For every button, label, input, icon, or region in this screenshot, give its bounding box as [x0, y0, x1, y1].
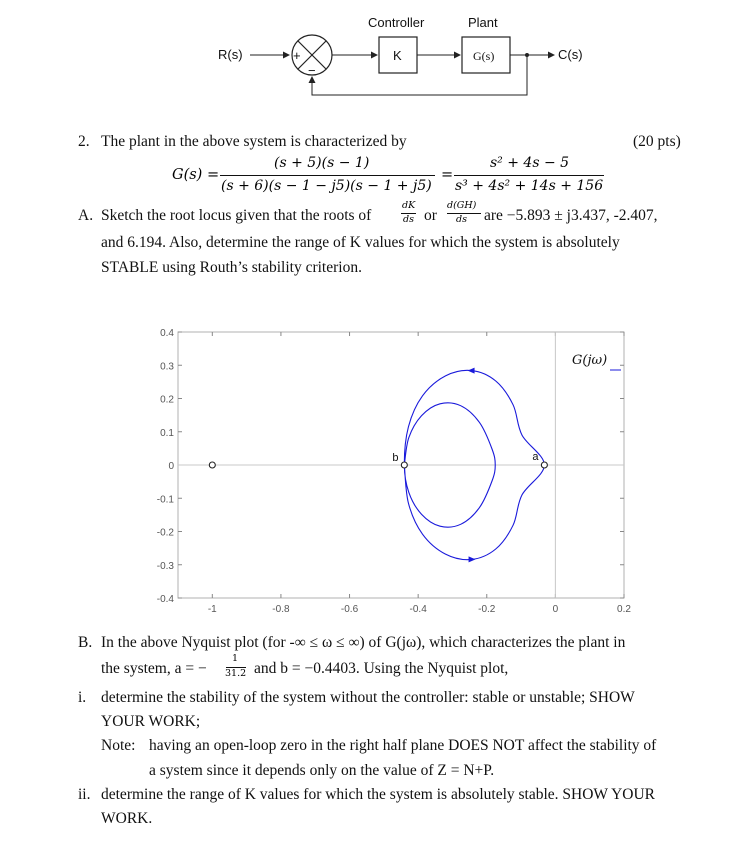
marker-label-a: a	[532, 451, 539, 463]
equation-numerator-2: s² + 4s − 5	[490, 155, 570, 171]
problem-number: 2.	[78, 133, 90, 150]
direction-arrow-top	[468, 368, 475, 374]
y-tick-label: -0.3	[156, 560, 174, 572]
equation-numerator-1: (s + 5)(s − 1)	[274, 155, 370, 171]
note-label: Note:	[101, 737, 136, 754]
y-tick-label: 0.1	[160, 427, 174, 439]
x-tick-label: 0	[552, 604, 559, 615]
frac-dk-den: ds	[403, 214, 414, 225]
plant-transfer: G(s)	[473, 49, 495, 63]
summing-junction	[292, 35, 332, 78]
part-b-line-2-post: and b = −0.4403. Using the Nyquist plot,	[254, 660, 509, 677]
note-line-2: a system since it depends only on the value of Z = N+P.	[149, 762, 495, 779]
fraction-bar-1	[220, 175, 435, 176]
frac-dgh-den: ds	[456, 214, 467, 225]
part-a-line-2: and 6.194. Also, determine the range of K values for which the system is absolutely	[101, 234, 620, 251]
frac-dk-num: dK	[402, 200, 416, 211]
equation-denominator-1: (s + 6)(s − 1 − j5)(s − 1 + j5)	[221, 178, 432, 194]
item-i-line-1: determine the stability of the system without the controller: stable or unstable; SHOW	[101, 689, 635, 706]
x-tick-label: -0.8	[272, 604, 290, 615]
marker-label-b: b	[392, 452, 399, 464]
marker-point	[401, 462, 407, 468]
part-a-or: or	[424, 207, 437, 224]
note-line-1: having an open-loop zero in the right half plane DOES NOT affect the stability of	[149, 737, 657, 754]
a-fraction-den: 31.2	[225, 668, 247, 679]
part-a-label: A.	[78, 207, 94, 224]
item-ii-line-2: WORK.	[101, 810, 153, 827]
sum-plus-sign: +	[293, 48, 301, 63]
input-label: R(s)	[218, 47, 243, 62]
part-b-line-2-pre: the system, a = −	[101, 660, 207, 677]
frac-dgh-num: d(GH)	[447, 200, 477, 211]
equation-lhs: G(s) =	[172, 167, 220, 183]
part-b-label: B.	[78, 634, 93, 651]
fraction-bar-2	[454, 175, 604, 176]
x-tick-label: -0.2	[478, 604, 496, 615]
y-tick-label: -0.1	[156, 494, 174, 506]
x-tick-label: -1	[207, 604, 217, 615]
y-tick-label: -0.4	[156, 594, 174, 605]
output-label: C(s)	[558, 47, 583, 62]
block-diagram	[0, 0, 740, 115]
x-tick-label: 0.2	[617, 604, 631, 615]
y-tick-label: 0	[168, 461, 174, 472]
nyquist-plot	[0, 315, 740, 645]
y-tick-label: 0.3	[160, 361, 174, 373]
equation-equals: =	[441, 167, 454, 183]
x-tick-label: -0.6	[340, 604, 359, 615]
item-i-line-2: YOUR WORK;	[101, 713, 201, 730]
problem-points: (20 pts)	[633, 133, 681, 150]
marker-point	[209, 462, 215, 468]
equation-denominator-2: s³ + 4s² + 14s + 156	[455, 178, 604, 194]
legend-label: G(jω)	[572, 353, 608, 368]
plant-label: Plant	[468, 15, 498, 30]
part-a-line-3: STABLE using Routh’s stability criterion.	[101, 259, 362, 276]
controller-label: Controller	[368, 15, 425, 30]
a-fraction-num: 1	[232, 653, 239, 664]
controller-gain: K	[393, 48, 402, 63]
y-tick-label: -0.2	[156, 527, 174, 539]
direction-arrow-bottom	[469, 556, 476, 562]
sum-minus-sign: −	[308, 63, 316, 78]
item-ii-label: ii.	[78, 786, 91, 803]
y-tick-label: 0.4	[160, 328, 174, 339]
part-b-line-1: In the above Nyquist plot (for -∞ ≤ ω ≤ ∞) of G(jω), which characterizes the plant in	[101, 634, 626, 651]
item-i-label: i.	[78, 689, 87, 706]
marker-point	[541, 462, 547, 468]
item-ii-line-1: determine the range of K values for which the system is absolutely stable. SHOW YOUR	[101, 786, 656, 803]
part-a-text-after: are −5.893 ± j3.437, -2.407,	[484, 207, 658, 224]
x-tick-label: -0.4	[409, 604, 427, 615]
y-tick-label: 0.2	[160, 394, 174, 406]
part-a-text-before: Sketch the root locus given that the roots of	[101, 207, 372, 224]
problem-statement: The plant in the above system is characterized by	[101, 133, 407, 150]
